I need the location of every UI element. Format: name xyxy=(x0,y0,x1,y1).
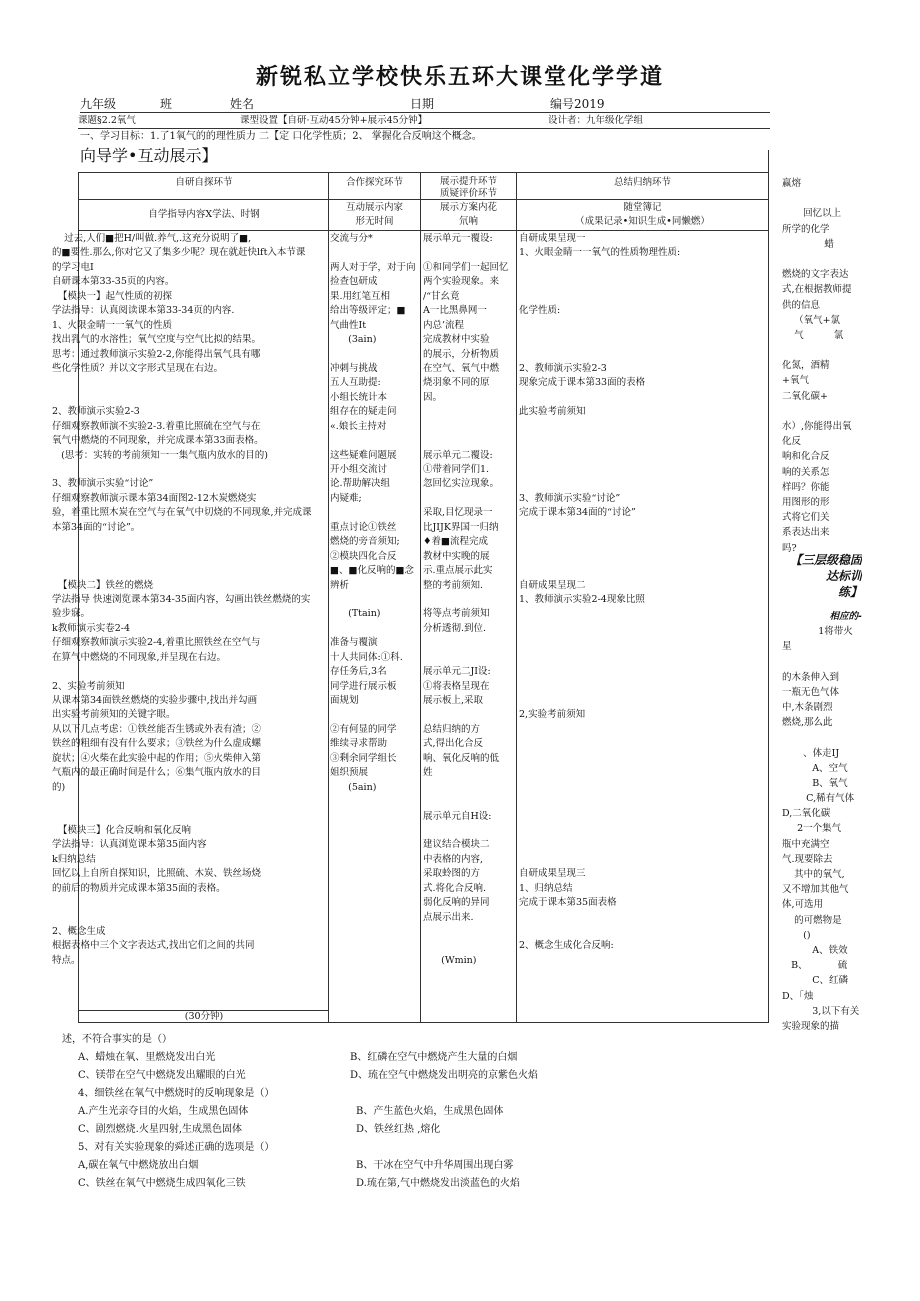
q3-option-c: C、镁带在空气中燃烧发出耀眼的白光 xyxy=(78,1070,246,1081)
q4-option-a: A.产生光亲夺目的火焰，生成黑色固体 xyxy=(78,1106,249,1117)
q3-option-a: A、蜡烛在氧、里燃烧发出白光 xyxy=(78,1052,216,1063)
q3-option-d: D、琉在空气中燃烧发出明亮的京紫色火焰 xyxy=(350,1070,539,1081)
q3-stem: 述，不符合事实的是（） xyxy=(62,1034,172,1045)
name-label: 姓名 xyxy=(230,97,255,111)
q5-option-d: D.琉在第,气中燃烧发出淡蓝色的火焰 xyxy=(356,1178,521,1189)
table-right-rule xyxy=(768,150,769,1023)
q4-option-d: D、铁丝红热 ,熔化 xyxy=(356,1124,441,1135)
col4-body: 自研成果呈现一 1、火眼金睛一一氧气的性质物理性质: 化学性质: 2、教师演示实验2-3 现象完成于课本第33面的表格 此实验考前须知 3、教师演示实验“讨论” 完成于课本第34面的“讨论” 自研成果呈现二 1、教师演示实验2-4现象比照 2,实验考前须知 自研成果呈现三 1、归纳总结 完成于课本第35面表格 2、概念生成化合反响: xyxy=(519,233,681,952)
topic-label: 课题§2.2氧气 xyxy=(78,115,136,126)
col4-header: 总结归纳环节 xyxy=(613,177,671,188)
q3-option-b: B、红磷在空气中燃烧产生大量的白烟 xyxy=(350,1052,518,1063)
section-heading: 向导学•互动展示】 xyxy=(80,146,218,165)
header-row xyxy=(80,96,770,113)
page-title: 新锐私立学校快乐五环大课堂化学学道 xyxy=(255,65,664,90)
col-divider-2 xyxy=(420,172,421,1023)
q4-option-c: C、剧烈燃烧.火星四射,生成黑色固体 xyxy=(78,1124,243,1135)
class-label: 班 xyxy=(160,97,173,111)
course-setting: 课型设置【自研·互动45分钟+展示45分钟】 xyxy=(240,115,428,126)
q5-option-c: C、铁丝在氧气中燃烧生成四氧化三铁 xyxy=(78,1178,246,1189)
designer-label: 设计者：九年级化学组 xyxy=(548,115,644,126)
col3-subheader: 展示方案内花 氘响 xyxy=(439,202,497,228)
col1-body: 过去,人们■把H/叫做.养气,.这充分说明了■, 的■要性.那么,你对它又了集多少呢？现在就赶快lft入本节课 的学习电I 自研课本第33-35页的内容。 【模块一】起气性质的初探 学法指导：认真阅读课本第33-34页的内容. 1、火限金晴一一氧气的性质 找出乳气的水溶性；氧气空度与空气比拟的结果。 思考：通过教师演示实验2-2,你能得出氧气具有哪 些化学性质？并以文字形式呈现在右边。 2、教师演示实验2-3 仔细观察教师演不实验2-3.着重比照硫在空气与在 氧气中燃烧的不同现象，并完成课本第33面表格。 (思考：实转的考前须知一一集气瓶内放水的目的) 3、教师演示实验“讨论” 仔细观察教师演示课本第34面图2-12木炭燃烧实 验，着重比照木炭在空气与在氧气中切烧的不同现象,并完成课 本第34面的“讨论”。 【模块二】铁丝的燃烧 学法指导 快速浏览课本第34-35面内容，勾画出铁丝燃烧的实 验步寐。 k教师演示实卷2-4 仔细观察教师演示实验2-4,着重比照铁丝在空气与 在算气中燃烧的不同现象,并呈现在右边。 2、实验考前须知 从课本第34面铁丝燃烧的实验步骤中,找出并勾画 出实验考前须知的关键字眼。 从以下几点考虑：①铁丝能否生锈或外表有渣；② 铁丝的粗细有没有什么要求；③铁丝为什么虚成螺 旋状；④火柴在此实验中起的作用；⑤火柴伸入第 气瓶内的最正确时间是什么；⑥集气瓶内放水的目 的) 【模块三】化合反响和氧化反响 学法指导：认真浏览课本第35面内容 k归纳总结 回忆以上自所自探知识，比照硫、木炭、铁丝场烧 的前后的物质并完成课本第35面的表格。 2、概念生成 根据表格中三个文字表达式,找出它们之间的共同 特点。 xyxy=(52,233,312,966)
q5-option-a: A,碳在氧气中燃烧放出白烟 xyxy=(78,1160,199,1171)
q4-stem: 4、细铁丝在氧气中燃烧时的反响现象是（） xyxy=(78,1088,275,1099)
side-heading: 【三层级稳固 达标训 练】 xyxy=(789,553,862,600)
col-divider-1 xyxy=(328,172,329,1023)
col1-footer: (30分钟) xyxy=(184,1011,224,1022)
table-subheader-rule xyxy=(78,230,768,231)
course-row xyxy=(78,114,770,129)
date-label: 日期 xyxy=(410,97,435,111)
col-divider-3 xyxy=(516,172,517,1023)
col4-subheader: 随堂簿记 （成果记录•知识生成•同懒燃） xyxy=(575,202,710,228)
col3-body: 展示单元一覆设: ①和同学们一起回忆 两个实验现象。来 /“甘幺竟 A一比黑鼻网一 内总’流程 完成教材中实验 的展示，分析物质 在空气、氧气中燃 烧羽象不同的原 因。 展示单元二覆设: ①带着同学们1. 忽回忆实泣现象。 采取,目忆现录一 比JIJK界国一归纳 ♦着■流程完成 教材中实晚的展 示.重点展示此实 整的考前须知. 将等点考前须知 分析透彻.到位. 展示单元二JI设: ①将表格呈现在 展示板上,采取 总结归纳的方 式,得出化合反 响、氧化反响的低 姓 展示单元自H设: 建议结合模块二 中表格的内容, 采取蛉图的方 式.将化合反响. 弱化反响的异同 点展示出来. (Wmin) xyxy=(423,233,509,966)
code-label: 编号2019 xyxy=(550,97,605,111)
side-question-label: 相应的- xyxy=(829,611,862,622)
grade-label: 九年级 xyxy=(80,97,117,111)
q5-option-b: B、干冰在空气中升华周围出现白雾 xyxy=(356,1160,514,1171)
side-questions: 1将带火星 的木条伸入到 一瓶无色气体 中,木条剧烈 燃烧,那么此 、体走IJ A、空气 B、氧气 C,稀有气体 D,二氧化碳 2一个集气 瓶中充满空 气.现要除去 其中的氧气, 又不增加其他气 体,可选用 的可燃物是 () A、铁效 B、 硫 C、红磷 D、「烛 3,以下有关 实验现象的描 xyxy=(782,626,860,1032)
table-top-rule xyxy=(78,172,768,173)
col2-subheader: 互动展示内家 形无时间 xyxy=(345,202,403,228)
col3-header: 展示提升环节 质疑评价环节 xyxy=(439,176,497,199)
col2-header: 合作探究环节 xyxy=(345,177,403,188)
col1-header: 自研自探环节 xyxy=(175,177,233,188)
side-column: 赢熔 回忆以上 所学的化学 蜡 燃烧的文字表达 式,在根据教师提 供的信息 （氧气+氯 气 氯 化氮，酒精 +氧气 二氧化碳+ 水）,你能得出氧 化反 响和化合反 响的关系怎 样吗？你能 用图形的形 式将它们关 系表达出来 吗? xyxy=(782,178,852,554)
col2-body: 交流与分* 两人对于学，对于向 捡查包研成 果.用红笔互相 给出等级评定；■ 气曲性It (3ain) 冲刺与挑战 五人互助提: 小组长统计本 组存在的疑走问 «.娘长主持对 这些疑难问题展 开小组交流讨 论.帮助解决组 内疑难; 重点讨论①铁丝 燃烧的旁音须知; ②模块四化合反 ■、■化反响的■念 辨析 (Ttain) 准备与覆演 十人共同体:①科. 存任务后,3名 同学进行展示板 面规划 ②有何显的同学 维续寻求帮助 ③剩余同学组长 姐织预展 (5ain) xyxy=(330,233,416,793)
col1-subheader: 自学指导内容X学法、时钢 xyxy=(148,209,260,220)
q5-stem: 5、对有关实验现象的舜述正确的选项是（） xyxy=(78,1142,275,1153)
learning-goals: 一、学习目标：1.了1氧气的的理性质力 二【定 口化学性质；2、 掌握化合反响这个概念。 xyxy=(80,131,482,142)
q4-option-b: B、产生蓝色火焰，生成黑色固体 xyxy=(356,1106,504,1117)
